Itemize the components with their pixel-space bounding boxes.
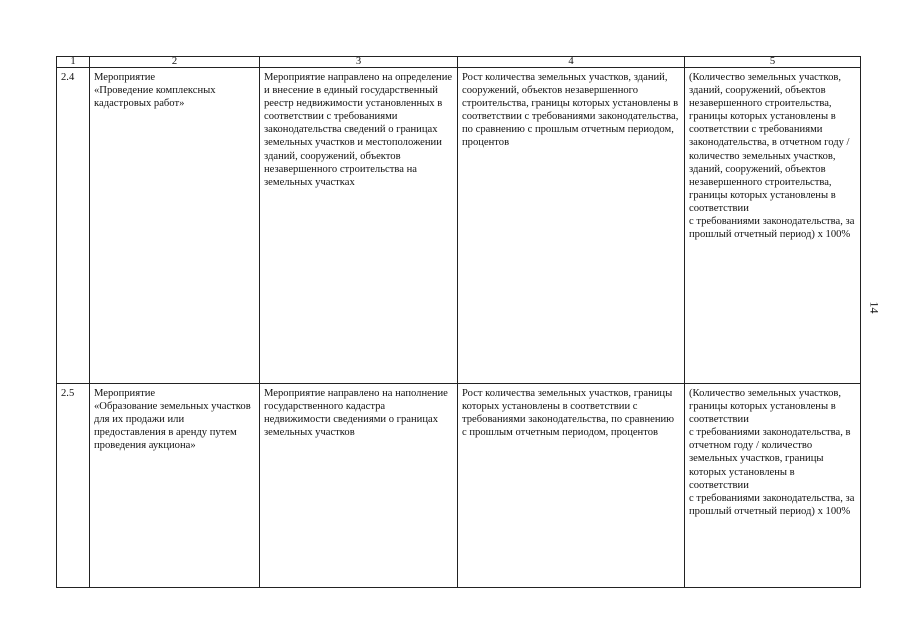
calculation-formula: (Количество земельных участков, границы которых установлены в соответствии с требованиями законодательства, в отчетном году / количество земельных участков, границы которых установлены в соответствии с требованиями законодательства, за прошлый отчетный период) x 100% xyxy=(685,384,861,588)
measure-description: Мероприятие направлено на определение и внесение в единый государственный реестр недвижимости установленных в соответствии с требованиями законодательства сведений о границах земельных участков и местоположении зданий, сооружений, объектов незавершенного строительства на земельных участках xyxy=(260,68,458,384)
row-number: 2.4 xyxy=(57,68,90,384)
table-row xyxy=(57,384,861,588)
measure-name: Мероприятие «Проведение комплексных кадастровых работ» xyxy=(90,68,260,384)
header-cell-4: 4 xyxy=(458,57,685,68)
indicator-name: Рост количества земельных участков, зданий, сооружений, объектов незавершенного строительства, границы которых установлены в соответствии с требованиями законодательства, по сравнению с прошлым отчетным периодом, процентов xyxy=(458,68,685,384)
header-cell-3: 3 xyxy=(260,57,458,68)
page-number: 14 xyxy=(867,301,882,314)
header-cell-2: 2 xyxy=(90,57,260,68)
calculation-formula: (Количество земельных участков, зданий, сооружений, объектов незавершенного строительства, границы которых установлены в соответствии с требованиями законодательства, в отчетном году / количество земельных участков, зданий, сооружений, объектов незавершенного строительства, границы которых установлены в соответствии с требованиями законодательства, за прошлый отчетный период) x 100% xyxy=(685,68,861,384)
header-row xyxy=(57,57,861,68)
header-cell-5: 5 xyxy=(685,57,861,68)
row-number: 2.5 xyxy=(57,384,90,588)
table-row xyxy=(57,68,861,384)
header-cell-1: 1 xyxy=(57,57,90,68)
measure-name: Мероприятие «Образование земельных участков для их продажи или предоставления в аренду путем проведения аукциона» xyxy=(90,384,260,588)
measure-description: Мероприятие направлено на наполнение государственного кадастра недвижимости сведениями о границах земельных участков xyxy=(260,384,458,588)
indicator-name: Рост количества земельных участков, границы которых установлены в соответствии с требованиями законодательства, по сравнению с прошлым отчетным периодом, процентов xyxy=(458,384,685,588)
indicators-table xyxy=(56,56,861,588)
